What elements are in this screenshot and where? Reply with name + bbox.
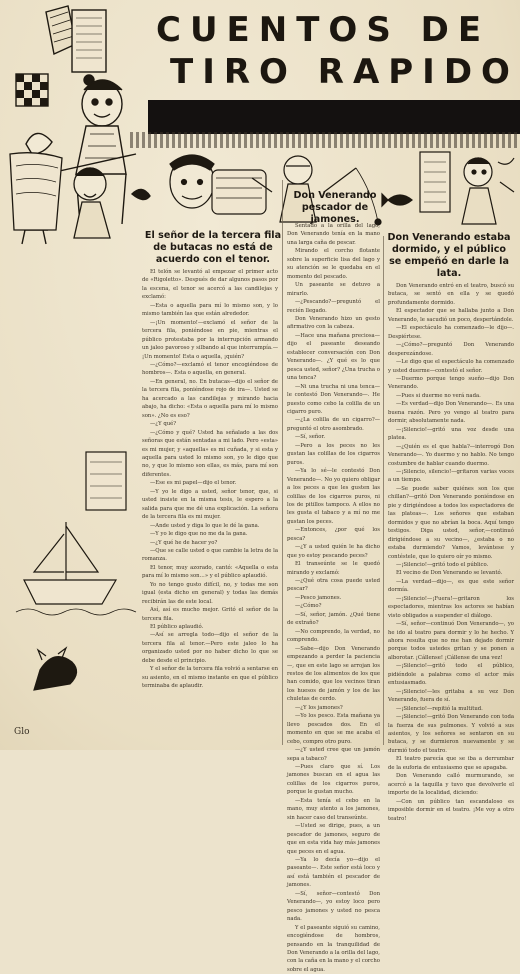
column-divider-2	[383, 236, 384, 745]
story-2-paragraph: —¿Y a usted quién le ha dicho que yo estoy pescando peces?	[287, 544, 380, 559]
page-title-line1: CUENTOS DE	[156, 10, 491, 50]
story-2-paragraph: —Hace una mañana preciosa—dijo el paseante deseando establecer conversación con Don Venerando—. ¿Y qué es lo que pesca usted, señor? ¿Una trucha o una tenca?	[287, 332, 380, 382]
story-2-paragraph: —Entonces, ¿por qué los pesca?	[287, 527, 380, 542]
story-3-paragraph: El vecino de Don Venerando se levantó.	[396, 570, 503, 577]
story-2-paragraph: —¿Qué otra cosa puede usted pescar?	[287, 578, 380, 593]
story-2-paragraph: —¿Y los jamones?	[295, 704, 343, 711]
story-3-paragraph: —¿Quién es el que habla?—interrogó Don Venerando—. Yo duermo y no hablo. No tengo costumbre de hablar cuando duermo.	[388, 443, 514, 467]
page-title-line2: TIRO RAPIDO	[170, 52, 519, 92]
story-2-paragraph: El transeúnte se le quedó mirando y exclamó:	[287, 561, 380, 576]
story-3-paragraph: El teatro parecía que se iba a derrumbar de la euforia de entusiasmo que se apagaba.	[388, 756, 514, 771]
story-3-paragraph: —¡Silencio, silencio!—gritaron varias voces a un tiempo.	[388, 468, 514, 484]
story-3-paragraph: —¡Silencio!—gritó todo el público.	[396, 561, 489, 568]
story-2-paragraph: —¿Cómo?	[295, 603, 322, 610]
story-2-paragraph: —Pesco jamones.	[295, 594, 342, 601]
story-3-text	[388, 282, 514, 822]
tenor-illustration	[6, 150, 124, 240]
story-2-paragraph: —¿La colilla de un cigarro?—preguntó el otro asombrado.	[287, 417, 380, 432]
story-2-paragraph: Y el paseante siguió su camino, encogiéndose de hombros, pensando en la tranquilidad de Don Venerando a la orilla del lago, con la caña en la mano y el corcho sobre el agua.	[287, 924, 380, 973]
story-2-paragraph: Sentado a la orilla del lago, Don Venerando tenía en la mano una larga caña de pescar.	[287, 223, 380, 246]
story-1-paragraph: —¿Y qué?	[150, 421, 177, 428]
story-1-paragraph: —¿Y qué he de hacer yo?	[150, 539, 218, 546]
story-2-paragraph: —Esta tenía el cebo en la mano, muy atento a los jamones, sin hacer caso del transeúnte.	[287, 797, 380, 821]
story-3-paragraph: —¡Silencio!—repitió la multitud.	[396, 705, 483, 712]
story-1-paragraph: El telón se levantó al empezar el primer acto de «Rigoletto». Después de dar algunos pasos por la escena, el tenor se acercó a las candilejas y exclamó:	[142, 269, 278, 301]
story-2-paragraph: —¿Pescando?—preguntó el recién llegado.	[287, 299, 380, 314]
story-2-paragraph: —Yo los pesco. Esta mañana ya llevo pescados dos. En el momento en que se me acaba el cebo, compro otro puro.	[287, 713, 380, 745]
story-3-paragraph: —¿Cómo?—preguntó Don Venerando desperezándose.	[388, 342, 514, 357]
story-1-paragraph: —¿Cómo y qué? Usted ha señalado a las dos señoras que están sentadas a mi lado. Pero «esta» es mi mujer, y «aquella» es mi cuñada, y si esta y aquella para usted lo mismo son, yo le digo que no, y que lo mismo son ellas, es más, para mí son diferentes.	[142, 429, 278, 478]
story-1-paragraph: —Esta o aquella para mí lo mismo son, y lo mismo también las que están alrededor.	[142, 302, 278, 318]
svg-text:Glo: Glo	[14, 727, 30, 737]
story-3-paragraph: —Se puede saber quiénes son los que chillan?—gritó Don Venerando poniéndose en pie y dirigiéndose a todos los espectadores de las plateas—. Los señores que estaban dormidos y que no abrían la boca. Aquí tengo testigos. Diga usted, señor,—continuó dirigiéndose a su vecino—, ¿estaba o no estaba durmiendo? Vamos, levántese y contéstele, que lo quiero oír yo mismo.	[388, 485, 514, 560]
story-3-paragraph: El espectador que se hallaba junto a Don Venerando, le sacudió un poco, despertándole.	[388, 308, 514, 323]
story-2-heading: Don Venerando pescador de jamones.	[293, 190, 377, 225]
story-3-paragraph: —¡Silencio!—gritó todo el público, pidiéndole a palabras como el actor más entusiasmado.	[388, 663, 514, 687]
story-1-text	[142, 268, 278, 746]
story-2-paragraph: —Sí, señor.	[295, 434, 326, 441]
story-1-paragraph: El tenor, muy azorado, cantó: «Aquella o esta para mí lo mismo son…» y el público aplaudió.	[142, 564, 278, 580]
story-2-paragraph: Mirando el corcho flotante sobre la superficie lisa del lago y su atención se le quedaba en el momento del pescado.	[287, 248, 380, 280]
story-1-paragraph: Así, así es mucho mejor. Gritó el señor de la tercera fila.	[142, 607, 278, 622]
story-1-paragraph: El público aplaudió.	[150, 624, 204, 631]
story-3-paragraph: —El espectáculo ha comenzado—le dijo—. Despiértese.	[388, 325, 514, 340]
story-1-paragraph: —Que se calle usted o que cambie la letra de la romanza.	[142, 547, 278, 563]
story-3-paragraph: —Duermo porque tengo sueño—dijo Don Venerando.	[388, 375, 514, 391]
story-3-paragraph: —¡Silencio!—les gritaba a su vez Don Venerando, fuera de sí.	[388, 688, 514, 704]
story-3-paragraph: —Con un público tan escandaloso es imposible dormir en el teatro. ¡Me voy a otro teatro!	[388, 798, 514, 822]
story-3-paragraph: —Sí, señor—continuó Don Venerando—, yo he ido al teatro para dormir y lo he hecho. Y ahora resulta que no me han dejado dormir porque todos ustedes gritan y se ponen a alborotar. ¡Cállense! ¡Cállense de una vez!	[388, 621, 514, 661]
story-1-paragraph: —Y yo le digo a usted, señor tenor, que, si usted insiste en la misma tesis, le espero a la salida para que me dé una explicación. La señora de la tercera fila es mi mujer.	[142, 488, 278, 521]
story-3-paragraph: —Pues si duerme no verá nada.	[396, 392, 481, 399]
story-2-paragraph: —Ni una trucha ni una tenca—le contestó Don Venerando—. He puesto como cebo la colilla de un cigarro puro.	[287, 383, 380, 415]
story-1-paragraph: —En general, no. En butacas—dijo el señor de la tercera fila, poniéndose rojo de ira—. Usted se ha acercado a las candilejas y mirando hacia abajo, ha dicho: «Esta o aquella para mí lo mismo son». ¿No es eso?	[142, 378, 278, 419]
story-2-paragraph: —Sí, señor, jamón. ¿Qué tiene de extraño?	[287, 611, 380, 627]
story-2-paragraph: —Sabe—dijo Don Venerando empezando a perder la paciencia—, que en este lago se arrojan los restos de los alimentos de los que han comido, que los vecinos tiran los huesos de jamón y los de las chuletas de cerdo.	[287, 645, 380, 703]
story-3-paragraph: —Le digo que el espectáculo ha comenzado y usted duerme—contestó el señor.	[388, 359, 514, 374]
title-black-band	[148, 100, 520, 134]
story-3-heading: Don Venerando estaba dormido, y el público se empeñó en darle la lata.	[387, 232, 511, 279]
story-1-paragraph: Yo no tengo gusto difícil, no, y todas me son igual (esta dicho en general) y todas las demás recibirán las de este local.	[142, 581, 278, 605]
story-2-paragraph: —Pues claro que sí. Los jamones buscan en el agua las colillas de los cigarros puros, porque le gustan mucho.	[287, 764, 380, 796]
story-2-paragraph: —No comprendo, la verdad, no comprendo.	[287, 628, 380, 644]
story-3-paragraph: —La verdad—dijo—, es que este señor dormía.	[388, 578, 514, 594]
story-3-paragraph: —¡Silencio!—¡Fuera!—gritaron los espectadores, mientras los actores se habían visto obligados a suspender el diálogo.	[388, 595, 514, 619]
story-2-paragraph: —Usted se dirige, pues, a un pescador de jamones, seguro de que en esta vida hay más jamones que peces en el agua.	[287, 823, 380, 855]
story-3-paragraph: —¡Silencio!—gritó Don Venerando con toda la fuerza de sus pulmones. Y volvió a sus asientos, y los señores se sentaron en su butaca, y se durmieron nuevamente y se durmió todo el teatro.	[388, 714, 514, 754]
story-2-paragraph: Don Venerando hizo un gesto afirmativo con la cabeza.	[287, 315, 380, 331]
story-1-paragraph: —Ese es mi papel—dijo el tenor.	[150, 480, 237, 487]
story-2-paragraph: —Ya lo decía yo—dijo el paseante—. Este señor está loco y así está también el pescador de jamones.	[287, 856, 380, 889]
story-1-heading: El señor de la tercera fila de butacas no está de acuerdo con el tenor.	[144, 230, 282, 265]
story-2-text	[287, 222, 380, 973]
story-2-paragraph: —¿Y usted cree que un jamón sepa a tabaco?	[287, 747, 380, 762]
story-1-paragraph: Y el señor de la tercera fila volvió a sentarse en su asiento, en el mismo instante en que el público terminaba de aplaudir.	[142, 666, 278, 690]
story-1-paragraph: —Así se arregla todo—dijo el señor de la tercera fila al tenor.—Pero este jaleo lo ha organizado usted por no haber dicho lo que se debe desde el principio.	[142, 632, 278, 664]
story-1-paragraph: —Ande usted y diga lo que le dé la gana.	[150, 522, 260, 529]
story-2-paragraph: —Ya lo sé—le contestó Don Venerando—. No yo quiero obligar a los peces a que les gusten las colillas de los cigarros puros, ni los de pitillos tampoco. A ellos no les gusta el tabaco y a mí no me gustan los peces.	[287, 468, 380, 525]
story-1-paragraph: —¿Cómo?—exclamó el tenor encogiéndose de hombros—. Esta o aquella, en general.	[142, 361, 278, 377]
story-3-paragraph: Don Venerando entró en el teatro, buscó su butaca, se sentó en ella y se quedó profundamente dormido.	[388, 283, 514, 306]
story-3-paragraph: —¡Silencio!—gritó una voz desde una platea.	[388, 426, 514, 442]
story-2-paragraph: Un paseante se detuvo a mirarlo.	[287, 282, 380, 297]
story-3-paragraph: —Es verdad—dijo Don Venerando—. Es una buena razón. Pero yo vengo al teatro para dormir, absolutamente nada.	[388, 401, 514, 425]
story-2-paragraph: —Pero a los peces no les gustan las colillas de los cigarros puros.	[287, 442, 380, 466]
side-illustrations	[6, 250, 138, 745]
story-2-paragraph: —Sí, señor—contestó Don Venerando—, yo estoy loco pero pesco jamones y usted no pesca nada.	[287, 890, 380, 923]
story-3-paragraph: Don Venerando calló murmurando, se acercó a la taquilla y tuvo que devolverle el importe de la localidad, diciendo:	[388, 773, 514, 797]
story-1-paragraph: —¡Un momento!—exclamó el señor de la tercera fila, poniéndose en pie, mientras el público protestaba por la interrupción armando un jaleo pavoroso y silbando al que interrumpía.—¡Un momento! Esta o aquella, ¡quién?	[142, 319, 278, 360]
story-1-paragraph: —Y yo le digo que no me da la gana.	[150, 531, 248, 538]
theatre-audience-illustration	[414, 142, 518, 230]
